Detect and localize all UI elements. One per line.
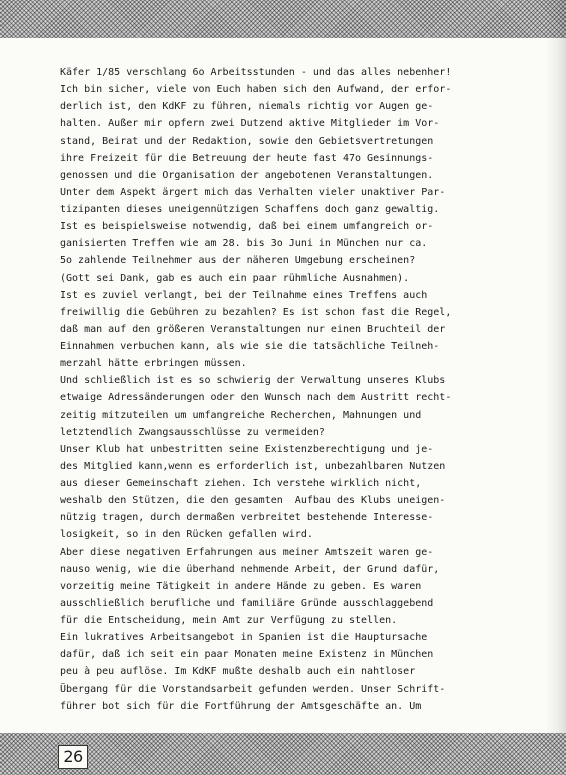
text-line: nützig tragen, durch dermaßen verbreitet bestehende Interesse- [60,512,434,524]
text-line: Übergang für die Vorstandsarbeit gefunden werden. Unser Schrift- [60,683,446,695]
text-line: derlich ist, den KdKF zu führen, niemals richtig vor Augen ge- [60,101,434,113]
text-line: Unser Klub hat unbestritten seine Existenzberechtigung und je- [60,443,434,455]
page-edge-shadow [544,0,566,775]
text-line: zeitig mitzuteilen um umfangreiche Recherchen, Mahnungen und [60,409,422,421]
text-line: peu à peu auflöse. Im KdKF mußte deshalb auch ein nahtloser [60,666,416,678]
text-line: Ist es beispielsweise notwendig, daß bei einem umfangreich or- [60,221,434,233]
text-line: Und schließlich ist es so schwierig der Verwaltung unseres Klubs [60,375,446,387]
text-line: Aber diese negativen Erfahrungen aus meiner Amtszeit waren ge- [60,546,434,558]
text-line: ganisierten Treffen wie am 28. bis 3o Juni in München nur ca. [60,238,428,250]
text-line: daß man auf den größeren Veranstaltungen nur einen Bruchteil der [60,323,446,335]
text-line: genossen und die Organisation der angebotenen Veranstaltungen. [60,169,434,181]
text-line: Ich bin sicher, viele von Euch haben sich den Aufwand, der erfor- [60,84,452,96]
text-line: Käfer 1/85 verschlang 6o Arbeitsstunden - und das alles nebenher! [60,67,452,78]
text-line: dafür, daß ich seit ein paar Monaten meine Existenz in München [60,649,434,661]
halftone-border-top [0,0,566,38]
text-line: 5o zahlende Teilnehmer aus der näheren Umgebung erscheinen? [60,255,416,267]
text-line: letztendlich Zwangsausschlüsse zu vermeiden? [60,426,325,438]
text-line: nauso wenig, wie die überhand nehmende Arbeit, der Grund dafür, [60,563,440,575]
text-line: Ist es zuviel verlangt, bei der Teilnahme eines Treffens auch [60,289,428,301]
text-line: weshalb den Stützen, die den gesamten Aufbau des Klubs uneigen- [60,495,446,507]
text-line: Ein lukratives Arbeitsangebot in Spanien ist die Hauptursache [60,632,428,644]
text-line: ihre Freizeit für die Betreuung der heute fast 47o Gesinnungs- [60,152,434,164]
text-line: des Mitglied kann,wenn es erforderlich ist, unbezahlbaren Nutzen [60,460,446,472]
text-line: ausschließlich berufliche und familiäre Gründe ausschlaggebend [60,597,434,609]
text-line: stand, Beirat und der Redaktion, sowie den Gebietsvertretungen [60,135,434,147]
text-line: vorzeitig meine Tätigkeit in andere Hände zu geben. Es waren [60,580,422,592]
article-body [60,64,520,715]
text-line: freiwillig die Gebühren zu bezahlen? Es ist schon fast die Regel, [60,306,452,318]
text-line: für die Entscheidung, mein Amt zur Verfügung zu stellen. [60,615,398,626]
text-line: etwaige Adressänderungen oder den Wunsch nach dem Austritt recht- [60,392,452,404]
text-line: losigkeit, so in den Rücken gefallen wird. [60,529,313,541]
text-line: aus dieser Gemeinschaft ziehen. Ich verstehe wirklich nicht, [60,478,422,489]
text-line: merzahl hätte erbringen müssen. [60,358,247,370]
text-line: (Gott sei Dank, gab es auch ein paar rühmliche Ausnahmen). [60,272,410,284]
text-line: Einnahmen verbuchen kann, als wie sie die tatsächliche Teilneh- [60,341,440,352]
text-line: halten. Außer mir opfern zwei Dutzend aktive Mitglieder im Vor- [60,118,440,130]
text-line: Unter dem Aspekt ärgert mich das Verhalten vieler unaktiver Par- [60,186,446,198]
text-line: führer bot sich für die Fortführung der Amtsgeschäfte an. Um [60,700,422,712]
page-number: 26 [58,745,88,769]
text-line: tizipanten dieses uneigennützigen Schaffens doch ganz gewaltig. [60,204,440,215]
